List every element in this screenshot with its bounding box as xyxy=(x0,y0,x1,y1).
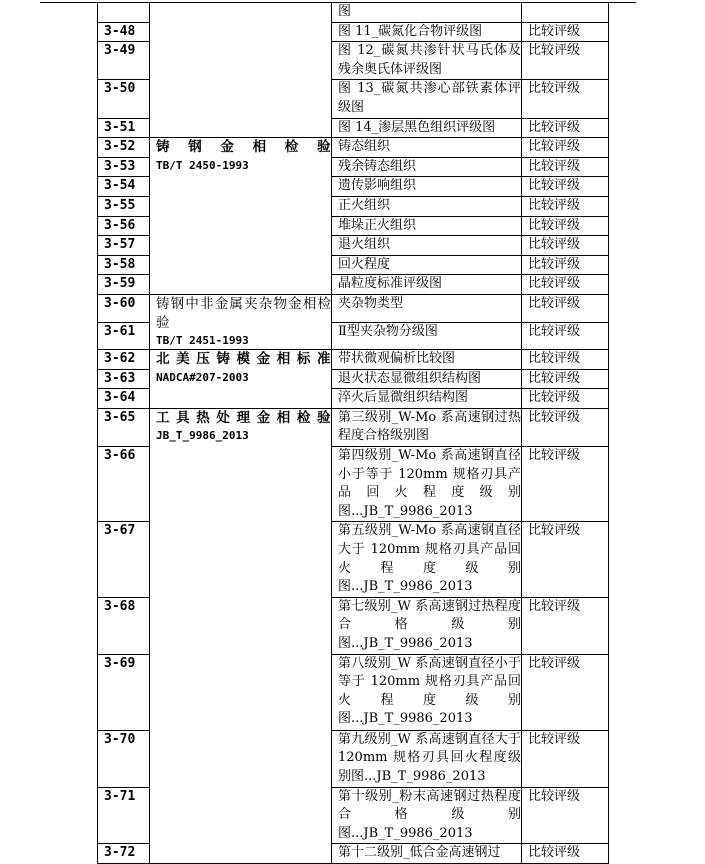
item-name: 图 12_碳氮共渗针状马氏体及残余奥氏体评级图 xyxy=(332,42,522,80)
item-name: 图 11_碳氮化合物评级图 xyxy=(332,22,522,42)
eval-method: 比较评级 xyxy=(522,157,609,177)
row-number: 3-63 xyxy=(98,369,150,389)
table-row xyxy=(98,294,609,322)
eval-method: 比较评级 xyxy=(522,138,609,158)
item-name: 第九级别_W 系高速钢直径大于 120mm 规格刃具回火程度级别图...JB_T_9986_2013 xyxy=(332,730,522,787)
eval-method: 比较评级 xyxy=(522,80,609,118)
row-number: 3-64 xyxy=(98,389,150,409)
eval-method: 比较评级 xyxy=(522,350,609,370)
item-name: 退火状态显微组织结构图 xyxy=(332,369,522,389)
standard-code: TB/T 2451-1993 xyxy=(156,334,249,348)
eval-method: 比较评级 xyxy=(522,42,609,80)
row-number: 3-69 xyxy=(98,654,150,730)
item-name: 退火组织 xyxy=(332,236,522,256)
eval-method: 比较评级 xyxy=(522,196,609,216)
item-name: 第三级别_W-Mo 系高速钢过热程度合格级别图 xyxy=(332,408,522,446)
eval-method: 比较评级 xyxy=(522,294,609,322)
item-name: 夹杂物类型 xyxy=(332,294,522,322)
row-number: 3-54 xyxy=(98,177,150,197)
row-number: 3-51 xyxy=(98,118,150,138)
row-number: 3-56 xyxy=(98,216,150,236)
item-name: 图 14_渗层黑色组织评级图 xyxy=(332,118,522,138)
row-number: 3-68 xyxy=(98,597,150,654)
eval-method: 比较评级 xyxy=(522,408,609,446)
row-number: 3-71 xyxy=(98,787,150,844)
eval-method: 比较评级 xyxy=(522,389,609,409)
table-row xyxy=(98,138,609,158)
item-name: 图 13_碳氮共渗心部铁素体评级图 xyxy=(332,80,522,118)
eval-method: 比较评级 xyxy=(522,118,609,138)
eval-method: 比较评级 xyxy=(522,216,609,236)
eval-method: 比较评级 xyxy=(522,522,609,597)
row-number: 3-58 xyxy=(98,255,150,275)
standard-name: 铸钢中非金属夹杂物金相检验 xyxy=(156,295,331,331)
item-name: 残余铸态组织 xyxy=(332,157,522,177)
eval-method: 比较评级 xyxy=(522,597,609,654)
item-name: 铸态组织 xyxy=(332,138,522,158)
inspection-table xyxy=(97,2,609,864)
standard-name: 铸钢金相检验 xyxy=(156,139,331,156)
row-number: 3-70 xyxy=(98,730,150,787)
standard-code: NADCA#207-2003 xyxy=(156,370,249,384)
row-number: 3-61 xyxy=(98,322,150,350)
standard-inclusion xyxy=(150,294,332,349)
table-row xyxy=(98,408,609,446)
standard-cell-continued xyxy=(150,3,332,138)
eval-method: 比较评级 xyxy=(522,447,609,522)
row-number: 3-62 xyxy=(98,350,150,370)
row-number: 3-52 xyxy=(98,138,150,158)
item-name: 第五级别_W-Mo 系高速钢直径大于 120mm 规格刃具产品回火程度级别图...JB_T_9986_2013 xyxy=(332,522,522,597)
standard-die-cast xyxy=(150,350,332,409)
standard-code: JB_T_9986_2013 xyxy=(156,429,249,443)
table-row xyxy=(98,3,609,23)
eval-method: 比较评级 xyxy=(522,654,609,730)
item-name: 回火程度 xyxy=(332,255,522,275)
item-name: Ⅱ型夹杂物分级图 xyxy=(332,322,522,350)
eval-method: 比较评级 xyxy=(522,787,609,844)
item-name: 淬火后显微组织结构图 xyxy=(332,389,522,409)
standard-name: 北美压铸模金相标准 xyxy=(156,351,331,368)
table-row xyxy=(98,350,609,370)
item-name: 第四级别_W-Mo 系高速钢直径小于等于 120mm 规格刃具产品回火程度级别图...JB_T_9986_2013 xyxy=(332,447,522,522)
item-name: 堆垛正火组织 xyxy=(332,216,522,236)
eval-method: 比较评级 xyxy=(522,177,609,197)
item-name: 第十级别_粉末高速钢过热程度合格级别图...JB_T_9986_2013 xyxy=(332,787,522,844)
eval-method: 比较评级 xyxy=(522,255,609,275)
item-name: 带状微观偏析比较图 xyxy=(332,350,522,370)
standard-name: 工具热处理金相检验 xyxy=(156,409,331,426)
item-name: 晶粒度标准评级图 xyxy=(332,275,522,295)
row-number xyxy=(98,3,150,23)
item-name: 第七级别_W 系高速钢过热程度合格级别图...JB_T_9986_2013 xyxy=(332,597,522,654)
item-name: 正火组织 xyxy=(332,196,522,216)
standard-tool xyxy=(150,408,332,863)
eval-method: 比较评级 xyxy=(522,322,609,350)
eval-method: 比较评级 xyxy=(522,275,609,295)
eval-method: 比较评级 xyxy=(522,730,609,787)
standard-code: TB/T 2450-1993 xyxy=(156,158,249,172)
row-number: 3-48 xyxy=(98,22,150,42)
row-number: 3-66 xyxy=(98,447,150,522)
row-number: 3-57 xyxy=(98,236,150,256)
eval-method: 比较评级 xyxy=(522,22,609,42)
eval-method: 比较评级 xyxy=(522,369,609,389)
eval-method: 比较评级 xyxy=(522,236,609,256)
row-number: 3-55 xyxy=(98,196,150,216)
item-name: 第八级别_W 系高速钢直径小于等于 120mm 规格刃具产品回火程度级别图...JB_T_9986_2013 xyxy=(332,654,522,730)
row-number: 3-49 xyxy=(98,42,150,80)
row-number: 3-72 xyxy=(98,844,150,864)
item-name: 第十二级别_低合金高速钢过 xyxy=(332,844,522,864)
standard-cast-steel xyxy=(150,138,332,295)
row-number: 3-59 xyxy=(98,275,150,295)
eval-method xyxy=(522,3,609,23)
row-number: 3-60 xyxy=(98,294,150,322)
item-name: 遗传影响组织 xyxy=(332,177,522,197)
row-number: 3-53 xyxy=(98,157,150,177)
item-name: 图 xyxy=(332,3,522,23)
row-number: 3-50 xyxy=(98,80,150,118)
row-number: 3-65 xyxy=(98,408,150,446)
row-number: 3-67 xyxy=(98,522,150,597)
eval-method: 比较评级 xyxy=(522,844,609,864)
